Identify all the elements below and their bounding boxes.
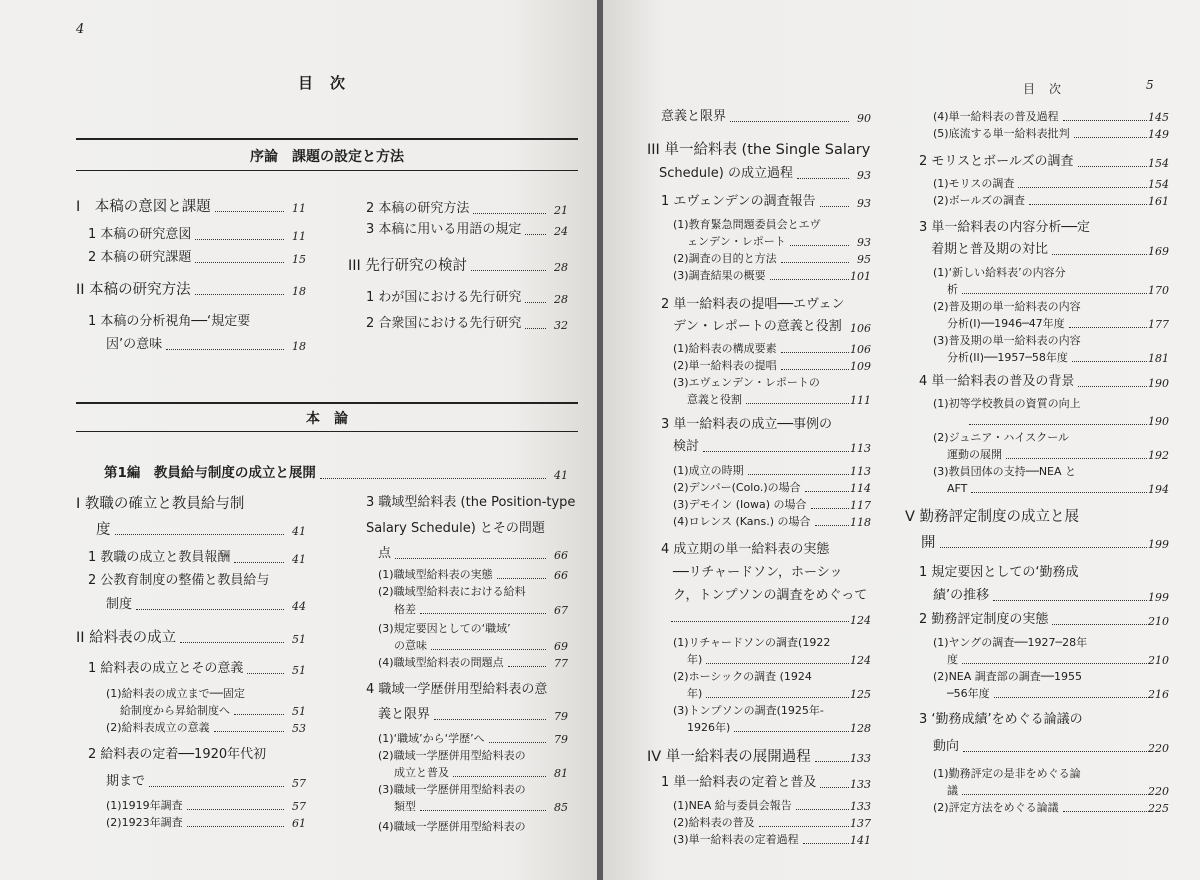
leader-dots xyxy=(149,786,284,787)
right-page xyxy=(603,0,1200,880)
toc-entry-page: 41 xyxy=(554,469,568,482)
toc-entry-title: (2)給料表成立の意義 xyxy=(106,721,210,734)
leader-dots xyxy=(1074,137,1147,138)
leader-dots xyxy=(525,328,546,329)
leader-dots xyxy=(508,666,546,667)
toc-entry-page: 57 xyxy=(292,800,306,813)
leader-dots xyxy=(820,787,849,788)
toc-entry-page: 125 xyxy=(850,688,871,701)
toc-entry-page: 220 xyxy=(1148,785,1169,798)
leader-dots xyxy=(453,776,546,777)
toc-entry-page: 192 xyxy=(1148,449,1169,462)
leader-dots xyxy=(1006,458,1147,459)
toc-entry-page: 66 xyxy=(554,569,568,582)
toc-entry-title: 制度 xyxy=(106,597,133,612)
leader-dots xyxy=(489,742,546,743)
leader-dots xyxy=(234,714,284,715)
toc-entry-page: 79 xyxy=(554,733,568,746)
toc-entry-page: 225 xyxy=(1148,802,1169,815)
toc-entry-title: 3 単一給料表の成立──事例の xyxy=(661,417,833,432)
toc-entry-page: 41 xyxy=(292,525,306,538)
leader-dots xyxy=(1078,166,1148,167)
toc-entry-page: 81 xyxy=(554,767,568,780)
toc-entry-title: II 本稿の研究方法 xyxy=(76,282,191,298)
toc-entry-title: IV 単一給料表の展開過程 xyxy=(647,749,811,765)
toc-entry-page: 109 xyxy=(850,360,871,373)
toc-entry-title: (3)調査結果の概要 xyxy=(673,269,766,282)
leader-dots xyxy=(420,810,546,811)
running-head: 目 次 xyxy=(1023,82,1063,96)
leader-dots xyxy=(187,826,284,827)
toc-entry-title: 意義と限界 xyxy=(661,109,727,124)
leader-dots xyxy=(815,761,849,762)
toc-entry-title: 3 ‘勤務成績’をめぐる論議の xyxy=(919,712,1083,727)
toc-entry-title: 4 成立期の単一給料表の実態 xyxy=(661,542,830,557)
leader-dots xyxy=(962,293,1147,294)
leader-dots xyxy=(940,547,1148,548)
page-number-right: 5 xyxy=(1146,78,1154,92)
toc-entry-page: 170 xyxy=(1148,284,1169,297)
leader-dots xyxy=(1052,624,1147,625)
toc-entry-title: (1)1919年調査 xyxy=(106,799,183,812)
toc-entry-page: 15 xyxy=(292,253,306,266)
toc-entry-title: (2)ジュニア・ハイスクール xyxy=(933,431,1070,444)
toc-entry-page: 113 xyxy=(850,465,871,478)
leader-dots xyxy=(420,613,546,614)
toc-entry-page: 21 xyxy=(554,204,568,217)
toc-entry-title: 期まで xyxy=(106,774,146,789)
toc-entry-page: 190 xyxy=(1148,415,1169,428)
toc-entry-title: 給制度から昇給制度へ xyxy=(120,704,230,717)
toc-entry-page: 113 xyxy=(850,442,871,455)
toc-entry-title: 年) xyxy=(687,653,703,666)
toc-entry-title: (1)‘新しい給料表’の内容分 xyxy=(933,266,1066,279)
toc-entry-title: 2 本稿の研究課題 xyxy=(88,250,192,265)
leader-dots xyxy=(195,239,284,240)
toc-entry-title: ク，トンプソンの調査をめぐって xyxy=(673,588,868,603)
toc-entry-page: 169 xyxy=(1148,245,1169,258)
leader-dots xyxy=(748,474,849,475)
toc-entry-title: ─56年度 xyxy=(947,687,990,700)
toc-entry-page: 118 xyxy=(850,516,871,529)
toc-entry-title: (1)教育緊急問題委員会とエヴ xyxy=(673,218,821,231)
toc-entry-title: (1)職域型給料表の実態 xyxy=(378,568,493,581)
leader-dots xyxy=(746,403,849,404)
leader-dots xyxy=(797,178,849,179)
toc-entry-page: 69 xyxy=(554,640,568,653)
leader-dots xyxy=(1063,120,1147,121)
toc-entry-page: 154 xyxy=(1148,157,1169,170)
toc-entry-title: 1 本稿の研究意図 xyxy=(88,227,192,242)
toc-entry-title: デン・レポートの意義と役割 xyxy=(673,319,842,334)
toc-entry-title: 意義と役割 xyxy=(687,393,742,406)
leader-dots xyxy=(166,349,284,350)
section-main-title: 本 論 xyxy=(306,411,348,427)
leader-dots xyxy=(759,826,849,827)
toc-entry-page: 90 xyxy=(857,112,871,125)
toc-entry-title: (2)職域型給料表における給料 xyxy=(378,585,526,598)
toc-entry-page: 32 xyxy=(554,319,568,332)
toc-entry-title: (4)単一給料表の普及過程 xyxy=(933,110,1059,123)
leader-dots xyxy=(187,809,284,810)
leader-dots xyxy=(790,245,849,246)
toc-entry-page: 93 xyxy=(857,236,871,249)
toc-entry-page: 51 xyxy=(292,705,306,718)
toc-entry-title: (2)ボールズの調査 xyxy=(933,194,1026,207)
leader-dots xyxy=(434,719,546,720)
toc-entry-title: 着期と普及期の対比 xyxy=(931,242,1049,257)
leader-dots xyxy=(320,478,546,479)
toc-entry-title: (2)単一給料表の提唱 xyxy=(673,359,777,372)
toc-entry-page: 51 xyxy=(292,633,306,646)
toc-entry-title: (1)NEA 給与委員会報告 xyxy=(673,799,792,812)
toc-entry-title: 動向 xyxy=(933,739,960,754)
toc-entry-page: 18 xyxy=(292,285,306,298)
toc-entry-title: (3)エヴェンデン・レポートの xyxy=(673,376,820,389)
toc-entry-title: 度 xyxy=(947,653,958,666)
toc-entry-page: 57 xyxy=(292,777,306,790)
toc-entry-title: 1 エヴェンデンの調査報告 xyxy=(661,194,816,209)
leader-dots xyxy=(671,621,849,622)
toc-entry-title: 1926年) xyxy=(687,721,731,734)
leader-dots xyxy=(969,424,1147,425)
toc-entry-title: 3 職域型給料表 (the Position-type xyxy=(366,495,576,510)
toc-entry-page: 11 xyxy=(292,230,306,243)
toc-entry-title: 2 勤務評定制度の実態 xyxy=(919,612,1049,627)
leader-dots xyxy=(703,451,849,452)
toc-entry-title: 析 xyxy=(947,283,958,296)
toc-entry-title: (2)ホーシックの調査 (1924 xyxy=(673,670,812,683)
toc-entry-page: 161 xyxy=(1148,195,1169,208)
toc-entry-title: 義と限界 xyxy=(378,707,431,722)
toc-entry-title: 分析(I)──1946─47年度 xyxy=(947,317,1065,330)
left-page xyxy=(0,0,597,880)
toc-entry-page: 149 xyxy=(1148,128,1169,141)
toc-entry-page: 106 xyxy=(850,343,871,356)
toc-entry-page: 24 xyxy=(554,225,568,238)
toc-heading: 目 次 xyxy=(298,74,347,92)
toc-entry-title: 1 わが国における先行研究 xyxy=(366,290,522,305)
page-number-left: 4 xyxy=(76,22,85,37)
leader-dots xyxy=(1078,386,1147,387)
toc-entry-title: (1)給料表の成立まで──固定 xyxy=(106,687,245,700)
toc-entry-title: 2 合衆国における先行研究 xyxy=(366,316,522,331)
toc-entry-title: III 先行研究の検討 xyxy=(348,258,467,274)
toc-entry-page: 18 xyxy=(292,340,306,353)
leader-dots xyxy=(963,751,1147,752)
leader-dots xyxy=(1069,327,1147,328)
toc-entry-title: (1)初等学校教員の資質の向上 xyxy=(933,397,1081,410)
leader-dots xyxy=(195,294,284,295)
toc-entry-page: 199 xyxy=(1148,538,1169,551)
toc-entry-title: (5)底流する単一給料表批判 xyxy=(933,127,1070,140)
leader-dots xyxy=(770,279,849,280)
leader-dots xyxy=(1072,361,1147,362)
toc-entry-page: 133 xyxy=(850,800,871,813)
toc-entry-page: 67 xyxy=(554,604,568,617)
toc-entry-title: 成立と普及 xyxy=(394,766,449,779)
leader-dots xyxy=(962,663,1147,664)
toc-entry-title: 2 公教育制度の整備と教員給与 xyxy=(88,573,270,588)
leader-dots xyxy=(525,234,546,235)
toc-entry-title: 4 単一給料表の普及の背景 xyxy=(919,374,1075,389)
toc-entry-title: (2)デンバー(Colo.)の場合 xyxy=(673,481,801,494)
toc-entry-title: (3)規定要因としての‘職域’ xyxy=(378,622,511,635)
toc-entry-title: 因’の意味 xyxy=(106,337,163,352)
toc-entry-title: 1 給料表の成立とその意義 xyxy=(88,661,244,676)
toc-entry-title: I 本稿の意図と課題 xyxy=(76,199,211,215)
toc-entry-title: II 給料表の成立 xyxy=(76,630,177,646)
toc-entry-title: Schedule) の成立過程 xyxy=(659,166,793,181)
toc-entry-page: 133 xyxy=(850,778,871,791)
toc-entry-page: 216 xyxy=(1148,688,1169,701)
leader-dots xyxy=(136,609,284,610)
toc-entry-page: 51 xyxy=(292,664,306,677)
toc-entry-page: 133 xyxy=(850,752,871,765)
leader-dots xyxy=(730,121,849,122)
toc-entry-page: 194 xyxy=(1148,483,1169,496)
toc-entry-title: 3 本稿に用いる用語の規定 xyxy=(366,222,522,237)
toc-entry-title: (1)リチャードソンの調査(1922 xyxy=(673,636,831,649)
toc-entry-title: (3)教員団体の支持──NEA と xyxy=(933,465,1077,478)
leader-dots xyxy=(706,663,849,664)
toc-entry-page: 190 xyxy=(1148,377,1169,390)
toc-entry-page: 28 xyxy=(554,261,568,274)
toc-entry-title: 年) xyxy=(687,687,703,700)
toc-entry-title: 1 単一給料表の定着と普及 xyxy=(661,775,817,790)
leader-dots xyxy=(497,578,546,579)
toc-entry-page: 199 xyxy=(1148,591,1169,604)
toc-entry-page: 28 xyxy=(554,293,568,306)
toc-entry-title: (1)成立の時期 xyxy=(673,464,744,477)
toc-entry-title: 1 教職の成立と教員報酬 xyxy=(88,550,231,565)
toc-entry-title: 点 xyxy=(378,546,392,561)
toc-entry-title: 4 職域一学歴併用型給料表の意 xyxy=(366,682,548,697)
rule xyxy=(76,431,578,432)
leader-dots xyxy=(525,302,546,303)
toc-entry-title: I 教職の確立と教員給与制 xyxy=(76,496,245,512)
leader-dots xyxy=(395,558,546,559)
toc-entry-title: ェンデン・レポート xyxy=(687,235,786,248)
toc-entry-page: 93 xyxy=(857,197,871,210)
toc-entry-title: (2)調査の目的と方法 xyxy=(673,252,777,265)
toc-entry-title: 格差 xyxy=(394,603,416,616)
toc-entry-title: (1)給料表の構成要素 xyxy=(673,342,777,355)
leader-dots xyxy=(820,206,849,207)
toc-entry-title: 2 単一給料表の提唱──エヴェン xyxy=(661,297,845,312)
leader-dots xyxy=(706,697,849,698)
leader-dots xyxy=(215,211,284,212)
toc-entry-page: 61 xyxy=(292,817,306,830)
leader-dots xyxy=(431,649,546,650)
toc-entry-page: 181 xyxy=(1148,352,1169,365)
toc-entry-title: 2 給料表の定着──1920年代初 xyxy=(88,747,267,762)
toc-entry-title: III 単一給料表 (the Single Salary xyxy=(647,142,871,158)
toc-entry-page: 101 xyxy=(850,270,871,283)
toc-entry-title: 度 xyxy=(96,522,111,538)
toc-entry-title: V 勤務評定制度の成立と展 xyxy=(905,509,1080,525)
toc-entry-title: (1)モリスの調査 xyxy=(933,177,1015,190)
toc-entry-title: (2)NEA 調査部の調査──1955 xyxy=(933,670,1083,683)
toc-entry-page: 95 xyxy=(857,253,871,266)
toc-entry-title: (3)デモイン (Iowa) の場合 xyxy=(673,498,807,511)
toc-entry-title: 議 xyxy=(947,784,958,797)
toc-entry-title: (2)給料表の普及 xyxy=(673,816,755,829)
toc-entry-title: 運動の展開 xyxy=(947,448,1002,461)
leader-dots xyxy=(962,794,1147,795)
toc-entry-title: AFT xyxy=(947,482,968,495)
toc-entry-title: Salary Schedule) とその問題 xyxy=(366,521,545,536)
leader-dots xyxy=(805,491,849,492)
toc-entry-title: (3)普及期の単一給料表の内容 xyxy=(933,334,1081,347)
toc-entry-title: 2 モリスとボールズの調査 xyxy=(919,154,1074,169)
leader-dots xyxy=(214,731,284,732)
toc-entry-page: 41 xyxy=(292,553,306,566)
toc-entry-page: 85 xyxy=(554,801,568,814)
toc-entry-page: 177 xyxy=(1148,318,1169,331)
toc-entry-title: (1)ヤングの調査──1927─28年 xyxy=(933,636,1088,649)
leader-dots xyxy=(473,213,546,214)
toc-entry-title: 第1編 教員給与制度の成立と展開 xyxy=(104,465,316,481)
toc-entry-page: 114 xyxy=(850,482,871,495)
rule xyxy=(76,138,578,140)
toc-entry-page: 141 xyxy=(850,834,871,847)
leader-dots xyxy=(1052,254,1147,255)
leader-dots xyxy=(195,262,284,263)
toc-entry-title: 3 単一給料表の内容分析──定 xyxy=(919,220,1091,235)
toc-entry-title: ──リチャードソン，ホーシッ xyxy=(673,565,843,580)
leader-dots xyxy=(796,809,849,810)
rule xyxy=(76,402,578,404)
toc-entry-title: (3)単一給料表の定着過程 xyxy=(673,833,799,846)
leader-dots xyxy=(781,262,849,263)
toc-entry-page: 124 xyxy=(850,614,871,627)
toc-entry-title: (4)職域型給料表の問題点 xyxy=(378,656,504,669)
toc-entry-page: 220 xyxy=(1148,742,1169,755)
leader-dots xyxy=(971,492,1147,493)
toc-entry-page: 210 xyxy=(1148,615,1169,628)
toc-entry-page: 137 xyxy=(850,817,871,830)
leader-dots xyxy=(815,525,849,526)
toc-entry-page: 44 xyxy=(292,600,306,613)
leader-dots xyxy=(247,673,284,674)
toc-entry-title: (2)職域一学歴併用型給料表の xyxy=(378,749,526,762)
rule xyxy=(76,170,578,171)
leader-dots xyxy=(781,369,849,370)
toc-entry-page: 145 xyxy=(1148,111,1169,124)
leader-dots xyxy=(994,697,1147,698)
toc-entry-title: 1 規定要因としての‘勤務成 xyxy=(919,565,1079,580)
toc-entry-title: 2 本稿の研究方法 xyxy=(366,201,470,216)
toc-entry-page: 124 xyxy=(850,654,871,667)
toc-entry-title: (1)勤務評定の是非をめぐる論 xyxy=(933,767,1081,780)
leader-dots xyxy=(811,508,849,509)
toc-entry-title: (2)評定方法をめぐる論議 xyxy=(933,801,1059,814)
toc-entry-page: 11 xyxy=(292,202,306,215)
toc-entry-page: 154 xyxy=(1148,178,1169,191)
toc-entry-page: 117 xyxy=(850,499,871,512)
leader-dots xyxy=(115,534,285,535)
toc-entry-title: (2)普及期の単一給料表の内容 xyxy=(933,300,1081,313)
toc-entry-page: 77 xyxy=(554,657,568,670)
toc-entry-title: 開 xyxy=(921,535,936,551)
leader-dots xyxy=(1029,204,1147,205)
leader-dots xyxy=(734,731,849,732)
toc-entry-title: (3)職域一学歴併用型給料表の xyxy=(378,783,526,796)
toc-entry-title: (4)職域一学歴併用型給料表の xyxy=(378,820,526,833)
toc-entry-title: (3)トンプソンの調査(1925年- xyxy=(673,704,824,717)
toc-entry-title: 分析(II)──1957─58年度 xyxy=(947,351,1068,364)
toc-entry-page: 106 xyxy=(850,322,871,335)
toc-entry-page: 93 xyxy=(857,169,871,182)
toc-entry-page: 53 xyxy=(292,722,306,735)
leader-dots xyxy=(234,562,284,563)
toc-entry-page: 128 xyxy=(850,722,871,735)
toc-entry-page: 66 xyxy=(554,549,568,562)
leader-dots xyxy=(180,642,284,643)
leader-dots xyxy=(471,270,546,271)
section-intro-title: 序論 課題の設定と方法 xyxy=(250,149,404,165)
toc-entry-title: (2)1923年調査 xyxy=(106,816,183,829)
leader-dots xyxy=(781,352,849,353)
toc-entry-title: 1 本稿の分析視角──‘規定要 xyxy=(88,314,251,329)
toc-entry-title: の意味 xyxy=(394,639,427,652)
toc-entry-page: 79 xyxy=(554,710,568,723)
leader-dots xyxy=(1063,811,1147,812)
leader-dots xyxy=(993,600,1147,601)
leader-dots xyxy=(803,843,849,844)
toc-entry-title: 類型 xyxy=(394,800,416,813)
toc-entry-title: 検討 xyxy=(673,439,700,454)
toc-entry-title: 績’の推移 xyxy=(933,588,990,603)
toc-entry-page: 111 xyxy=(850,394,871,407)
toc-entry-page: 210 xyxy=(1148,654,1169,667)
leader-dots xyxy=(1018,187,1147,188)
toc-entry-title: (4)ロレンス (Kans.) の場合 xyxy=(673,515,811,528)
toc-entry-title: (1)‘職域’から‘学歴’へ xyxy=(378,732,485,745)
